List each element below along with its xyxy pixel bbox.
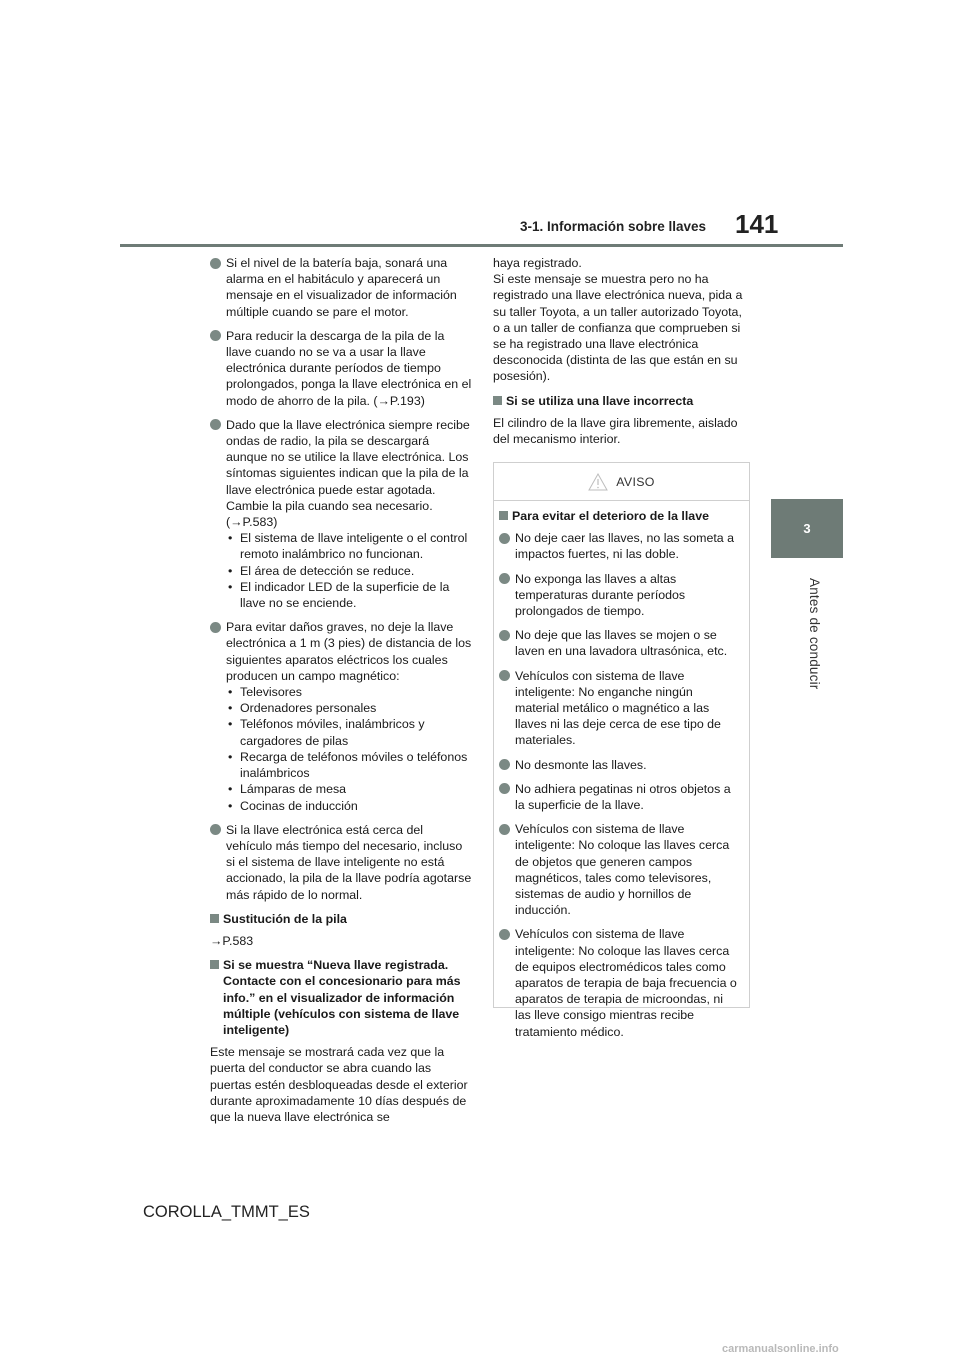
paragraph: haya registrado. Si este mensaje se muestra pero no ha registrado una llave electrónica nueva, pida a su taller Toyota, a un taller autorizado Toyota, o a un taller de confianza que comprueben si se ha registrado una llave electrónica desconocida (distinta de las que están en su posesión). [493, 256, 743, 384]
document-code: COROLLA_TMMT_ES [143, 1203, 310, 1221]
bullet-icon [499, 759, 510, 770]
bullet-icon [210, 622, 221, 633]
list-item [499, 530, 739, 562]
sub-item-text: Lámparas de mesa [240, 782, 347, 797]
left-column [210, 255, 472, 1133]
section-title: 3-1. Información sobre llaves [520, 219, 707, 234]
square-bullet-icon [499, 511, 508, 520]
bullet-text: Si la llave electrónica está cerca del vehículo más tiempo del necesario, incluso si el sistema de llave inteligente no está accionado, la pila de la llave podría agotarse más rápido de lo normal. [226, 822, 472, 902]
bullet-icon [499, 824, 510, 835]
paragraph: Este mensaje se mostrará cada vez que la puerta del conductor se abra cuando las puertas estén desbloqueadas desde el exterior durante aproximadamente 10 días después de que la nueva llave electrónica se [210, 1045, 468, 1124]
list-item [499, 781, 739, 813]
square-bullet-icon [210, 960, 219, 969]
page-number: 141 [735, 209, 779, 239]
chapter-number: 3 [803, 521, 811, 536]
warning-label: AVISO [616, 474, 655, 489]
list-item [210, 328, 472, 409]
warning-triangle-icon [588, 473, 608, 491]
sub-item-text: El indicador LED de la superficie de la llave no se enciende. [240, 579, 450, 611]
sub-bullet-icon: • [228, 701, 233, 716]
bullet-icon [210, 330, 221, 341]
sub-item [226, 579, 472, 611]
bullet-text: No exponga las llaves a altas temperaturas durante períodos prolongados de tiempo. [515, 571, 686, 619]
section-heading [493, 393, 751, 409]
list-item [499, 627, 739, 659]
list-item [499, 926, 739, 1039]
sub-item [226, 749, 472, 781]
watermark: carmanualsonline.info [722, 1343, 839, 1355]
bullet-text: Vehículos con sistema de llave inteligente: No coloque las llaves cerca de objetos que generen campos magnéticos, tales como televisores, sistemas de audio y hornillos de inducción. [515, 822, 730, 918]
bullet-text: No adhiera pegatinas ni otros objetos a la superficie de la llave. [515, 781, 731, 813]
sub-item-text: Recarga de teléfonos móviles o teléfonos inalámbricos [240, 749, 468, 781]
sub-bullet-icon: • [228, 579, 233, 594]
sub-item [226, 530, 472, 562]
right-column [493, 255, 751, 455]
bullet-icon [210, 419, 221, 430]
cross-reference: →P.583 [210, 933, 254, 948]
sub-item [226, 781, 472, 797]
sub-item [226, 700, 472, 716]
square-bullet-icon [210, 914, 219, 923]
heading-text: Si se muestra “Nueva llave registrada. Contacte con el concesionario para más info.” en el visualizador de información múltiple (vehículos con sistema de llave inteligente) [223, 958, 461, 1037]
bullet-icon [499, 929, 510, 940]
sub-item-text: Teléfonos móviles, inalámbricos y cargadores de pilas [240, 717, 425, 748]
bullet-icon [210, 258, 221, 269]
list-item [210, 619, 472, 813]
chapter-tab [771, 499, 843, 558]
sub-bullet-icon: • [228, 749, 233, 764]
bullet-text: No deje que las llaves se mojen o se laven en una lavadora ultrasónica, etc. [515, 628, 728, 659]
list-item [499, 821, 739, 918]
warning-header [494, 463, 749, 501]
list-item [499, 668, 739, 749]
bullet-icon [499, 783, 510, 794]
sub-item [226, 684, 472, 700]
bullet-icon [499, 630, 510, 641]
header-divider [120, 244, 843, 247]
section-heading [499, 508, 739, 524]
heading-text: Si se utiliza una llave incorrecta [506, 393, 694, 408]
bullet-text: Si el nivel de la batería baja, sonará una alarma en el habitáculo y aparecerá un mensaje en el visualizador de información múltiple cuando se pare el motor. [226, 256, 457, 319]
bullet-icon [499, 573, 510, 584]
sub-bullet-icon: • [228, 798, 233, 813]
bullet-text: Para evitar daños graves, no deje la llave electrónica a 1 m (3 pies) de distancia de los siguientes aparatos eléctricos los cuales producen un campo magnético: [226, 620, 472, 683]
section-heading [210, 957, 472, 1038]
sub-item [226, 716, 472, 748]
bullet-text: Para reducir la descarga de la pila de la llave cuando no se va a usar la llave electrónica durante períodos de tiempo prolongados, ponga la llave electrónica en el modo de ahorro de la pila. (→P.193) [226, 328, 472, 408]
bullet-icon [499, 533, 510, 544]
paragraph: El cilindro de la llave gira libremente, aislado del mecanismo interior. [493, 415, 738, 447]
bullet-text: No deje caer las llaves, no las someta a impactos fuertes, ni las doble. [515, 531, 735, 562]
sub-item [226, 563, 472, 579]
bullet-text: Dado que la llave electrónica siempre recibe ondas de radio, la pila se descargará aunque no se utilice la llave electrónica. Los síntomas siguientes indican que la pila de la llave electrónica puede estar agotada. Cambie la pila cuando sea necesario. (→P.583) [226, 417, 470, 530]
list-item [499, 571, 739, 620]
bullet-icon [499, 670, 510, 681]
sub-bullet-icon: • [228, 717, 233, 732]
square-bullet-icon [493, 396, 502, 405]
sub-item-text: El área de detección se reduce. [240, 563, 415, 578]
sub-bullet-icon: • [228, 782, 233, 797]
sub-item-text: El sistema de llave inteligente o el control remoto inalámbrico no funcionan. [240, 531, 468, 562]
heading-text: Para evitar el deterioro de la llave [512, 509, 709, 523]
sub-bullet-icon: • [228, 685, 233, 700]
list-item [499, 757, 739, 773]
list-item [210, 417, 472, 611]
heading-text: Sustitución de la pila [223, 911, 347, 926]
bullet-text: Vehículos con sistema de llave inteligente: No coloque las llaves cerca de equipos electromédicos tales como aparatos de terapia de baja frecuencia o aparatos de terapia de microondas, ni las lleve consigo mientras recibe tratamiento médico. [515, 927, 737, 1039]
bullet-text: Vehículos con sistema de llave inteligente: No enganche ningún material metálico o magnético a las llaves ni las deje cerca de ese tipo de materiales. [515, 668, 721, 748]
chapter-label: Antes de conducir [807, 578, 822, 690]
sub-item [226, 798, 472, 814]
bullet-text: No desmonte las llaves. [515, 757, 647, 772]
list-item [210, 255, 472, 320]
sub-bullet-icon: • [228, 563, 233, 578]
list-item [210, 822, 472, 903]
warning-box [493, 462, 750, 1039]
sub-item-text: Ordenadores personales [240, 701, 377, 716]
bullet-icon [210, 824, 221, 835]
warning-body [494, 501, 749, 1040]
sub-item-text: Televisores [240, 685, 302, 700]
sub-bullet-icon: • [228, 531, 233, 546]
sub-item-text: Cocinas de inducción [240, 798, 358, 813]
section-heading [210, 911, 472, 927]
